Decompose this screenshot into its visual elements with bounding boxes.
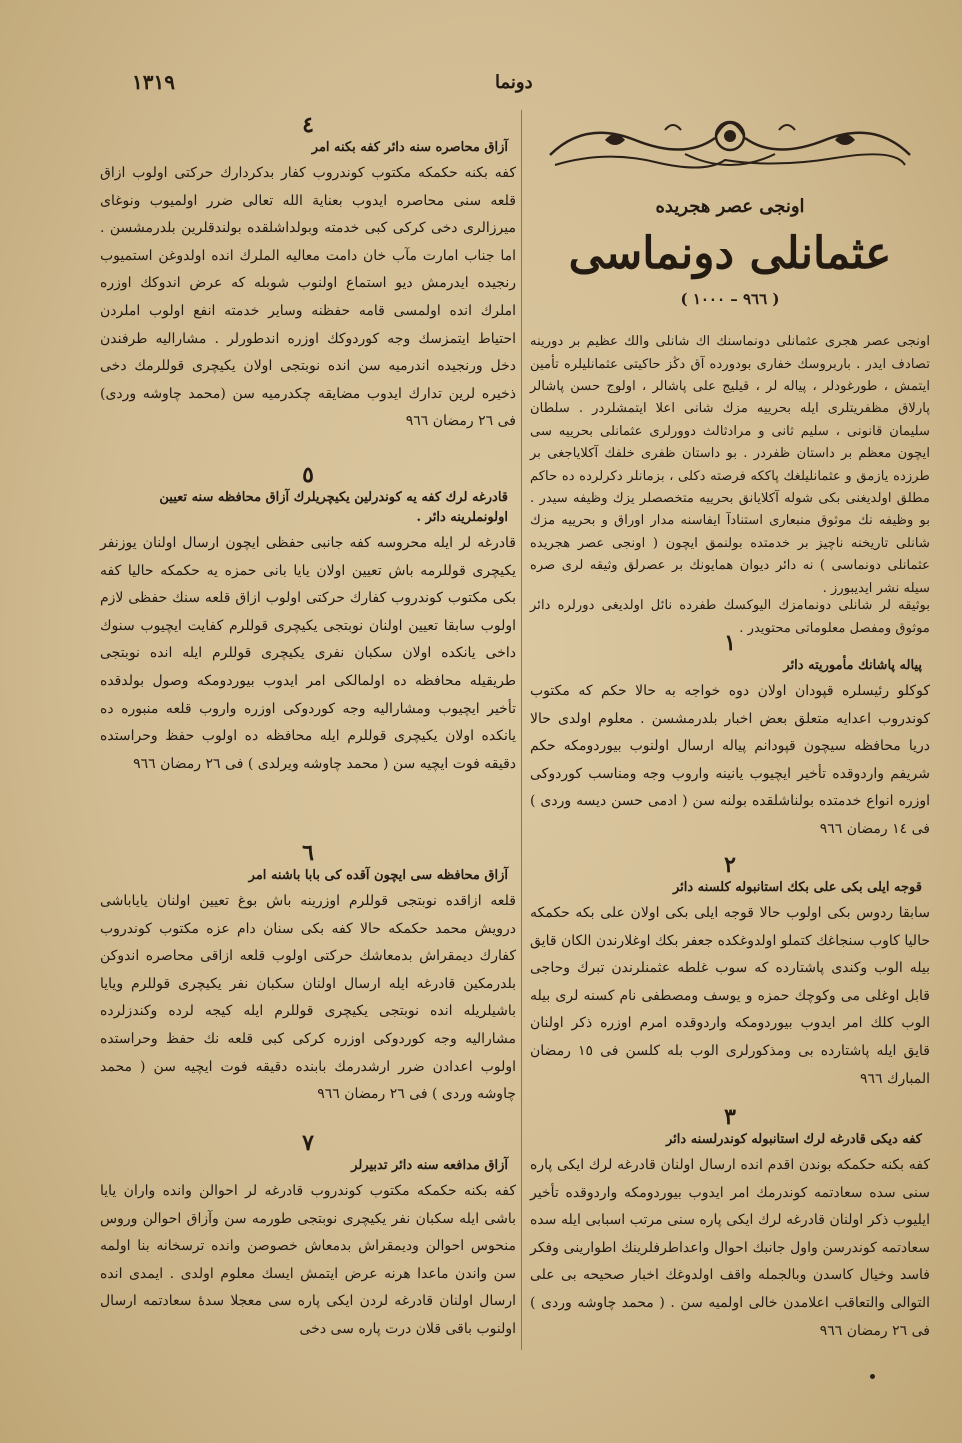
document-4 bbox=[100, 112, 516, 436]
document-number: ١ bbox=[724, 630, 736, 656]
document-1 bbox=[530, 630, 930, 844]
page-number: ١٣١٩ bbox=[132, 70, 175, 94]
page-header bbox=[120, 64, 872, 98]
column-divider bbox=[521, 110, 522, 1350]
document-3 bbox=[530, 1104, 930, 1345]
document-body: كفه بكنه حكمكه مكتوب كوندروب كفار بدكردارك حركتی اولوب ازاق قلعه سنی محاصره ایدوب بعنایة الله تعالی ضرر اولمیوب ونوغای میرزالری دخی كركی كبی خدمته وبولداشلقده بولندقلرین بلدرمشسن . اما جناب امارت مآب خان دامت معالیه الملرك انده اولدوغن استمیوب رنجیده ایدرمش دیو استماع اولنوب شوبله كه عرض اندوكك اوزره املرك انده اولمسی قامه حفظنه وسایر خدمته انفع اولوب املردن احتیاط ایتمزسك وجه كوردوكك اوزره اندطورلر . مشارالیه طرفندن دخل ورنجیده اندرمیه سن انده نوبتجی اولان یكیچری قوللرمك دخی ذخیره لرین تدارك ایدوب مضایقه چكدرمیه سن (محمد چاوشه وردی) فی ٢٦ رمضان ٩٦٦ bbox=[100, 165, 516, 430]
document-7 bbox=[100, 1130, 516, 1344]
document-heading: كفه دیكی قادرغه لرك استانبوله كوندرلسنه دائر bbox=[665, 1132, 922, 1147]
document-2 bbox=[530, 852, 930, 1093]
document-number: ٧ bbox=[302, 1130, 314, 1156]
document-heading: آزاق محاصره سنه دائر كفه بكنه امر bbox=[311, 140, 508, 155]
document-number: ٤ bbox=[302, 112, 314, 138]
document-body: كفه بكنه حكمكه مكتوب كوندروب قادرغه لر احوالن وانده واران یایا باشی ایله سكبان نفر یكیچری نوبتجی طورمه سن وآزاق احوالن وروس منحوس احوالن ودیمقراش بدمعاش خصوصن وانده ترسخانه بنا اولمه سن واندن ماعدا هرنه عرض ایتمش ایسك معلوم اولدی . ایمدی انده ارسال اولنان قادرغه لردن ایكی پاره سی معجلا سدهٔ سعادتمه ارسال اولنوب باقی قلان درت پاره سی دخی bbox=[100, 1183, 516, 1337]
document-body: كفه بكنه حكمكه بوندن اقدم انده ارسال اولنان قادرغه لرك ایكی پاره سنی سده سعادتمه كوندرمك امر ایدوب بیوردومكه واردوقده تأخیر ایلیوب ذكر اولنان قادرغه لرك ایكی پاره سنی مرتب اسبابی ایله سده سعادتمه كوندرسن واول جانبك احوال واعداطرفلرینك اطوارینی وفكر فاسد وخیال كاسدن وبالجمله واقف اولدوغك اخبار صحیحه بی علی التوالی والتعاقب اعلامدن خالی اولمیه سن . ( محمد چاوشه وردی ) فی ٢٦ رمضان ٩٦٦ bbox=[530, 1157, 930, 1339]
running-title: دونما bbox=[495, 72, 533, 93]
document-body: سابقا ردوس بكی اولوب حالا قوجه ایلی بكی اولان علی بكه حكمكه حالیا كاوب سنجاغك كتملو اولدوغكده جعفر بكك اوغلارندن الكان قایق بیله الوب وكندی پاشتارده كه سوب غلطه عثمنلرندن تبرك وحاجی قابل اوغلی می وكوچك حمزه و یوسف ومصطفی نام كسنه لری بیله الوب كلك امر ایدوب بیوردومكه واردوقده امرم اوزره ذكر اولنان قایق ایله پاشتارده بی ومذكورلری الوب بله كلسن فی ١٥ رمضان المبارك ٩٦٦ bbox=[530, 905, 930, 1087]
decorative-ornament bbox=[545, 110, 915, 180]
document-number: ٣ bbox=[724, 1104, 736, 1130]
document-body: قادرغه لر ایله محروسه كفه جانبی حفظی ایچون ارسال اولنان یوزنفر یكیچری قوللرمه باش تعیین اولان یایا بانی حمزه یه حكمكه حالیا كفه بكی مكتوب كوندروب كفارك حركتی اولوب ازاق قلعه سنك حفظی لازم اولوب سابقا تعیین اولنان نوبتجی یكیچری قوللرم كفایت ایچیوب سنوك داخی یانكده اولان سكبان نفری یكیچری قوللرم ایله انده نوبتجی طریقیله محافظه ده اولمالكی امر ایدوب بیوردومكه وصول بولدقده تأخیر ایچیوب ومشارالیه وجه كوردوكی اوزره واروب قلعه منبوره ده یانكده اولان یكیچری قوللرم ایله محافظه ده اولوب حفظ وحراستده دقیقه فوت ایچیه سن ( محمد چاوشه ویرلدی ) فی ٢٦ رمضان ٩٦٦ bbox=[100, 535, 516, 772]
document-heading: آزاق مدافعه سنه دائر تدبیرلر bbox=[351, 1158, 508, 1173]
document-number: ٥ bbox=[302, 462, 314, 488]
note-paragraph: بوثیقه لر شانلی دونمامزك الیوكسك طفرده نائل اولدیغی دورلره دائر موثوق ومفصل معلوماتی محتویدر . bbox=[530, 598, 930, 636]
document-5 bbox=[100, 462, 516, 778]
document-number: ٢ bbox=[724, 852, 736, 878]
document-heading: قوجه ایلی بكی علی بكك استانبوله كلسنه دائر bbox=[672, 880, 922, 895]
title-kicker: اونجی عصر هجریده bbox=[655, 196, 805, 217]
date-range: ( ٩٦٦ – ١٠٠٠ ) bbox=[680, 290, 780, 308]
document-body: كوكلو رئیسلره قپودان اولان دوه خواجه به حالا حكم كه مكتوب كوندروب اعدایه متعلق بعض اخبار بلدرمشسن . معلوم اولدی حالا دریا محافظه سیچون قپودانم پیاله ارسال اولنوب بیوردومكه حكم شریفم واردوقده تأخیر ایچیوب یانینه واروب وجه ومناسب كوردوكی اوزره انواع خدمتده بولناشلقده بولنه سن ( ادمی حسن دیسه وردی ) فی ١٤ رمضان ٩٦٦ bbox=[530, 683, 930, 837]
document-6 bbox=[100, 840, 516, 1109]
document-number: ٦ bbox=[302, 840, 314, 866]
ink-dot bbox=[870, 1374, 875, 1379]
intro-paragraph: اونجی عصر هجری عثمانلی دونماسنك اك شانلی والك عظیم بر دورینه تصادف ایدر . باربروسك خفاری بودورده آق دڭز حاكیتی عثمانلیلره تأمین ایتمش ، طورغودلر ، پیاله لر ، قیلیج علی پاشالر ، اولوج حسن پاشالر پارلاق مظفریتلری ایله بحرییه مزك شانی اعلا ایتمشلردر . سلطان سلیمان قانونی ، سلیم ثانی و مرادثالث دوورلری عثمانلی بحرییه سی ایچون معظم بر داستان ظفردر . بو داستان ظفری خلفك آكلایاجغی بر طرزده یازمق و عثمانلیلغك پاككه فرصته دكلی ، بزمانلر دكرلرده ده حاكم مطلق اولدیغنی بكی شوله آكلایانق بحرییه متخصصلر یزك وظیفه سیدر . بو وظیفه نك موثوق منبعاری استنادآ ایفاسنه مدار اوراق و بحرییه مزك شانلی تاریخنه ناچیز بر خدمتده بولنمق ایچون ( اونجی عصر هجریده عثمانلی دونماسی ) نه دائر دیوان همایونك بر عصرلق وثیقه لری صره سیله نشر ایدیبورز . bbox=[530, 334, 930, 596]
document-heading: قادرغه لرك كفه یه كوندرلین یكیچریلرك آزاق محافظه سنه تعیین اولونملرینه دائر . bbox=[159, 490, 508, 525]
document-heading: آزاق محافظه سی ایچون آقده كی بابا باشنه امر bbox=[248, 868, 508, 883]
document-heading: پیاله پاشانك مأموریته دائر bbox=[783, 658, 922, 673]
article-title: عثمانلی دونماسی bbox=[568, 228, 892, 279]
document-body: قلعه ازاقده نوبتجی قوللرم اوزرینه باش بوغ تعیین اولنان یایاباشی درویش محمد حكمكه حالا كفه بكی سنان دام عزه مكتوب كوندروب كفارك دیمقراش بدمعاشك حركتی اولوب قلعه ازاقی محاصره اندوكن بلدرمكین قادرغه ایله ارسال اولنان سكبان نفر یكیچری قوللرم ویایا باشیلریله انده نوبتجی یكیچری قوللرم ایله كیجه لرده وكندزلرده مشارالیه وجه كوردوكی اوزره كركی كبی قلعه نك حفظ وحراستده اولوب اعدادن ضرر ارشدرمك بابنده دقیقه فوت ایچیه سن ( محمد چاوشه وردی ) فی ٢٦ رمضان ٩٦٦ bbox=[100, 893, 516, 1103]
